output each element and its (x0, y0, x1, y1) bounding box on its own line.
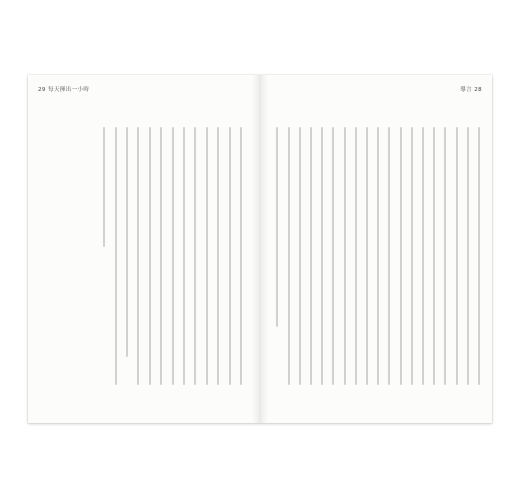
text-column (422, 127, 424, 385)
text-column (183, 127, 185, 385)
text-column (456, 127, 458, 385)
text-column (115, 127, 117, 385)
text-column (321, 127, 323, 385)
running-head-left: 29 每天揮出一小時 (38, 87, 90, 93)
text-column (388, 127, 390, 385)
text-column (310, 127, 312, 385)
running-head-right: 導言 28 (460, 87, 482, 93)
text-column (240, 127, 242, 385)
text-column (160, 127, 162, 385)
text-column (344, 127, 346, 385)
text-column (411, 127, 413, 385)
book-spread (28, 75, 492, 423)
body-text-right (268, 127, 482, 385)
text-column (103, 127, 105, 247)
page-right (260, 75, 492, 423)
text-column (332, 127, 334, 385)
text-column (137, 127, 139, 385)
text-column (126, 127, 128, 357)
text-column (433, 127, 435, 385)
text-column (229, 127, 231, 385)
text-column (467, 127, 469, 385)
text-column (478, 127, 480, 385)
text-column (444, 127, 446, 385)
text-column (276, 127, 278, 327)
text-column (194, 127, 196, 385)
text-column (217, 127, 219, 385)
text-column (149, 127, 151, 385)
text-column (355, 127, 357, 385)
text-column (377, 127, 379, 385)
text-column (299, 127, 301, 385)
text-column (400, 127, 402, 385)
body-text-left (94, 127, 244, 385)
page-left (28, 75, 260, 423)
text-column (288, 127, 290, 385)
text-column (206, 127, 208, 385)
text-column (366, 127, 368, 385)
text-column (172, 127, 174, 385)
